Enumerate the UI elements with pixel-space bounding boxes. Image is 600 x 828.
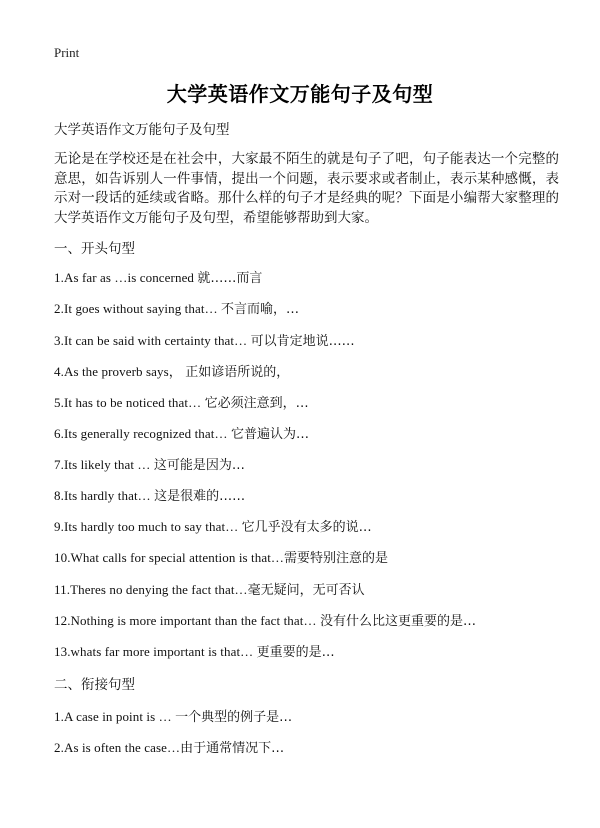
list-item <box>54 516 372 535</box>
list-item <box>54 610 476 629</box>
list-item <box>54 706 292 725</box>
item-english: 6.Its generally recognized that… <box>54 426 231 441</box>
item-english: 1.A case in point is … <box>54 709 176 724</box>
item-english: 8.Its hardly that… <box>54 488 155 503</box>
list-item <box>54 547 388 566</box>
item-english: 13.whats far more important is that… <box>54 644 257 659</box>
list-item <box>54 641 335 660</box>
section-heading-opening: 一、开头句型 <box>54 241 135 257</box>
print-link[interactable]: Print <box>54 45 80 60</box>
item-chinese: 可以肯定地说…… <box>250 334 355 349</box>
item-english: 2.As is often the case… <box>54 740 181 755</box>
list-item <box>54 361 289 380</box>
item-chinese: 一个典型的例子是… <box>175 710 293 725</box>
item-chinese: 由于通常情况下… <box>180 741 285 756</box>
list-item <box>54 392 309 411</box>
list-item <box>54 485 245 504</box>
list-item <box>54 267 262 286</box>
list-item <box>54 298 299 317</box>
item-english: 3.It can be said with certainty that… <box>54 333 251 348</box>
item-chinese: 这可能是因为… <box>153 458 245 473</box>
item-chinese: 不言而喻，… <box>221 302 300 317</box>
item-english: 12.Nothing is more important than the fact that… <box>54 613 320 628</box>
section-heading-transition: 二、衔接句型 <box>54 677 135 693</box>
item-chinese: 需要特别注意的是 <box>284 551 389 566</box>
item-english: 2.It goes without saying that… <box>54 301 222 316</box>
intro-paragraph: 无论是在学校还是在社会中，大家最不陌生的就是句子了吧，句子能表达一个完整的意思，如告诉别人一件事情，提出一个问题，表示要求或者制止，表示某种感慨，表示对一段话的延续或省略。那什么样的句子才是经典的呢？下面是小编帮大家整理的大学英语作文万能句子及句型，希望能够帮助到大家。 <box>54 151 559 226</box>
item-chinese: 它必须注意到，… <box>204 396 309 411</box>
document-subtitle: 大学英语作文万能句子及句型 <box>54 122 230 138</box>
list-item <box>54 737 284 756</box>
item-chinese: 就……而言 <box>197 271 263 286</box>
item-english: 10.What calls for special attention is that… <box>54 550 285 565</box>
item-english: 9.Its hardly too much to say that… <box>54 519 242 534</box>
list-item <box>54 454 245 473</box>
item-chinese: 更重要的是… <box>256 645 335 660</box>
item-english: 5.It has to be noticed that… <box>54 395 205 410</box>
item-english: 1.As far as …is concerned <box>54 270 198 285</box>
document-title: 大学英语作文万能句子及句型 <box>166 82 434 106</box>
item-english: 4.As the proverb says， <box>54 364 186 379</box>
item-chinese: 它几乎没有太多的说… <box>241 520 372 535</box>
list-item <box>54 423 309 442</box>
item-chinese: 它普遍认为… <box>230 427 309 442</box>
item-english: 7.Its likely that … <box>54 457 154 472</box>
item-chinese: 这是很难的…… <box>154 489 246 504</box>
item-chinese: 没有什么比这更重要的是… <box>319 614 476 629</box>
list-item <box>54 579 365 598</box>
item-chinese: 毫无疑问，无可否认 <box>247 583 365 598</box>
item-english: 11.Theres no denying the fact that… <box>54 582 248 597</box>
list-item <box>54 330 355 349</box>
item-chinese: 正如谚语所说的， <box>185 365 290 380</box>
